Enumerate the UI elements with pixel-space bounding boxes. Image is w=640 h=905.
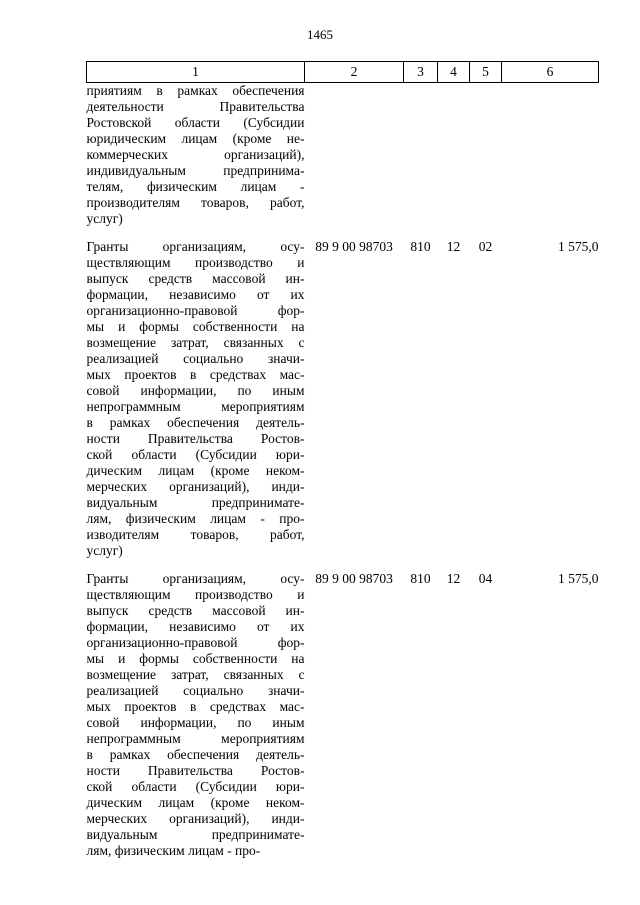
description-line: формации, независимо от их: [86, 287, 305, 302]
description-line: коммерческих организаций),: [86, 147, 305, 162]
description-line: совой информации, по иным: [86, 715, 305, 730]
description-line: формации, независимо от их: [86, 619, 305, 634]
description-line: ности Правительства Ростов-: [86, 763, 305, 778]
row-spacer: [87, 227, 599, 239]
amount-cell: 1 575,0: [558, 571, 599, 586]
description-line: организационно-правовой фор-: [86, 303, 305, 318]
subsection-cell: 02: [478, 239, 493, 254]
expense-type-cell: 810: [410, 239, 431, 254]
description-line: дическим лицам (кроме неком-: [86, 795, 305, 810]
subsection-cell: [470, 83, 502, 228]
description-line: ской области (Субсидии юри-: [86, 779, 305, 794]
description-line: услуг): [86, 211, 123, 226]
description-line: возмещение затрат, связанных с: [86, 335, 305, 350]
description-line: деятельности Правительства: [86, 99, 305, 114]
description-line: производителям товаров, работ,: [86, 195, 305, 210]
section-cell: [438, 83, 470, 228]
budget-table: [86, 61, 599, 859]
description-cell: [87, 83, 305, 228]
description-line: услуг): [86, 543, 123, 558]
description-line: непрограммным мероприятиям: [86, 731, 305, 746]
expense-type-cell: 810: [410, 571, 431, 586]
description-line: приятиям в рамках обеспечения: [86, 83, 305, 98]
description-line: возмещение затрат, связанных с: [86, 667, 305, 682]
description-line: лям, физическим лицам - про-: [86, 843, 261, 858]
column-header-6: 6: [502, 62, 599, 83]
row-spacer-cell: [87, 559, 599, 571]
description-line: реализацией социально значи-: [86, 683, 305, 698]
description-line: мых проектов в средствах мас-: [86, 367, 305, 382]
description-line: мерческих организаций), инди-: [86, 479, 305, 494]
description-line: Ростовской области (Субсидии: [86, 115, 305, 130]
description-line: в рамках обеспечения деятель-: [86, 415, 305, 430]
description-line: ности Правительства Ростов-: [86, 431, 305, 446]
column-header-1: 1: [87, 62, 305, 83]
description-line: изводителям товаров, работ,: [86, 527, 305, 542]
amount-cell: [502, 83, 599, 228]
description-line: ществляющим производство и: [86, 255, 305, 270]
description-line: телям, физическим лицам -: [86, 179, 305, 194]
page-number: 1465: [307, 27, 333, 42]
description-line: в рамках обеспечения деятель-: [86, 747, 305, 762]
description-line: выпуск средств массовой ин-: [86, 271, 305, 286]
description-line: лям, физическим лицам - про-: [86, 511, 305, 526]
row-spacer: [87, 559, 599, 571]
description-line: ществляющим производство и: [86, 587, 305, 602]
description-line: мы и формы собственности на: [86, 651, 305, 666]
description-line: реализацией социально значи-: [86, 351, 305, 366]
description-line: совой информации, по иным: [86, 383, 305, 398]
description-line: видуальным предпринимате-: [86, 827, 305, 842]
row-spacer-cell: [87, 227, 599, 239]
target-code-cell: 89 9 00 98703: [315, 239, 393, 254]
table-row: [87, 83, 599, 228]
description-line: непрограммным мероприятиям: [86, 399, 305, 414]
section-cell: 12: [446, 239, 461, 254]
subsection-cell: 04: [478, 571, 493, 586]
description-line: Гранты организациям, осу-: [86, 571, 305, 586]
description-line: выпуск средств массовой ин-: [86, 603, 305, 618]
description-line: мых проектов в средствах мас-: [86, 699, 305, 714]
target-code-cell: 89 9 00 98703: [315, 571, 393, 586]
amount-cell: 1 575,0: [558, 239, 599, 254]
column-header-3: 3: [404, 62, 438, 83]
description-cell: [87, 571, 305, 859]
table-header-row: [87, 62, 599, 83]
description-line: видуальным предпринимате-: [86, 495, 305, 510]
description-line: индивидуальным предпринима-: [86, 163, 305, 178]
description-line: ской области (Субсидии юри-: [86, 447, 305, 462]
description-line: Гранты организациям, осу-: [86, 239, 305, 254]
description-line: мы и формы собственности на: [86, 319, 305, 334]
description-cell: [87, 239, 305, 559]
column-header-4: 4: [438, 62, 470, 83]
expense-type-cell: [404, 83, 438, 228]
table-row: [87, 239, 599, 559]
target-code-cell: [305, 83, 404, 228]
description-line: юридическим лицам (кроме не-: [86, 131, 305, 146]
table-row: [87, 571, 599, 859]
column-header-2: 2: [305, 62, 404, 83]
column-header-5: 5: [470, 62, 502, 83]
description-line: дическим лицам (кроме неком-: [86, 463, 305, 478]
description-line: организационно-правовой фор-: [86, 635, 305, 650]
section-cell: 12: [446, 571, 461, 586]
description-line: мерческих организаций), инди-: [86, 811, 305, 826]
